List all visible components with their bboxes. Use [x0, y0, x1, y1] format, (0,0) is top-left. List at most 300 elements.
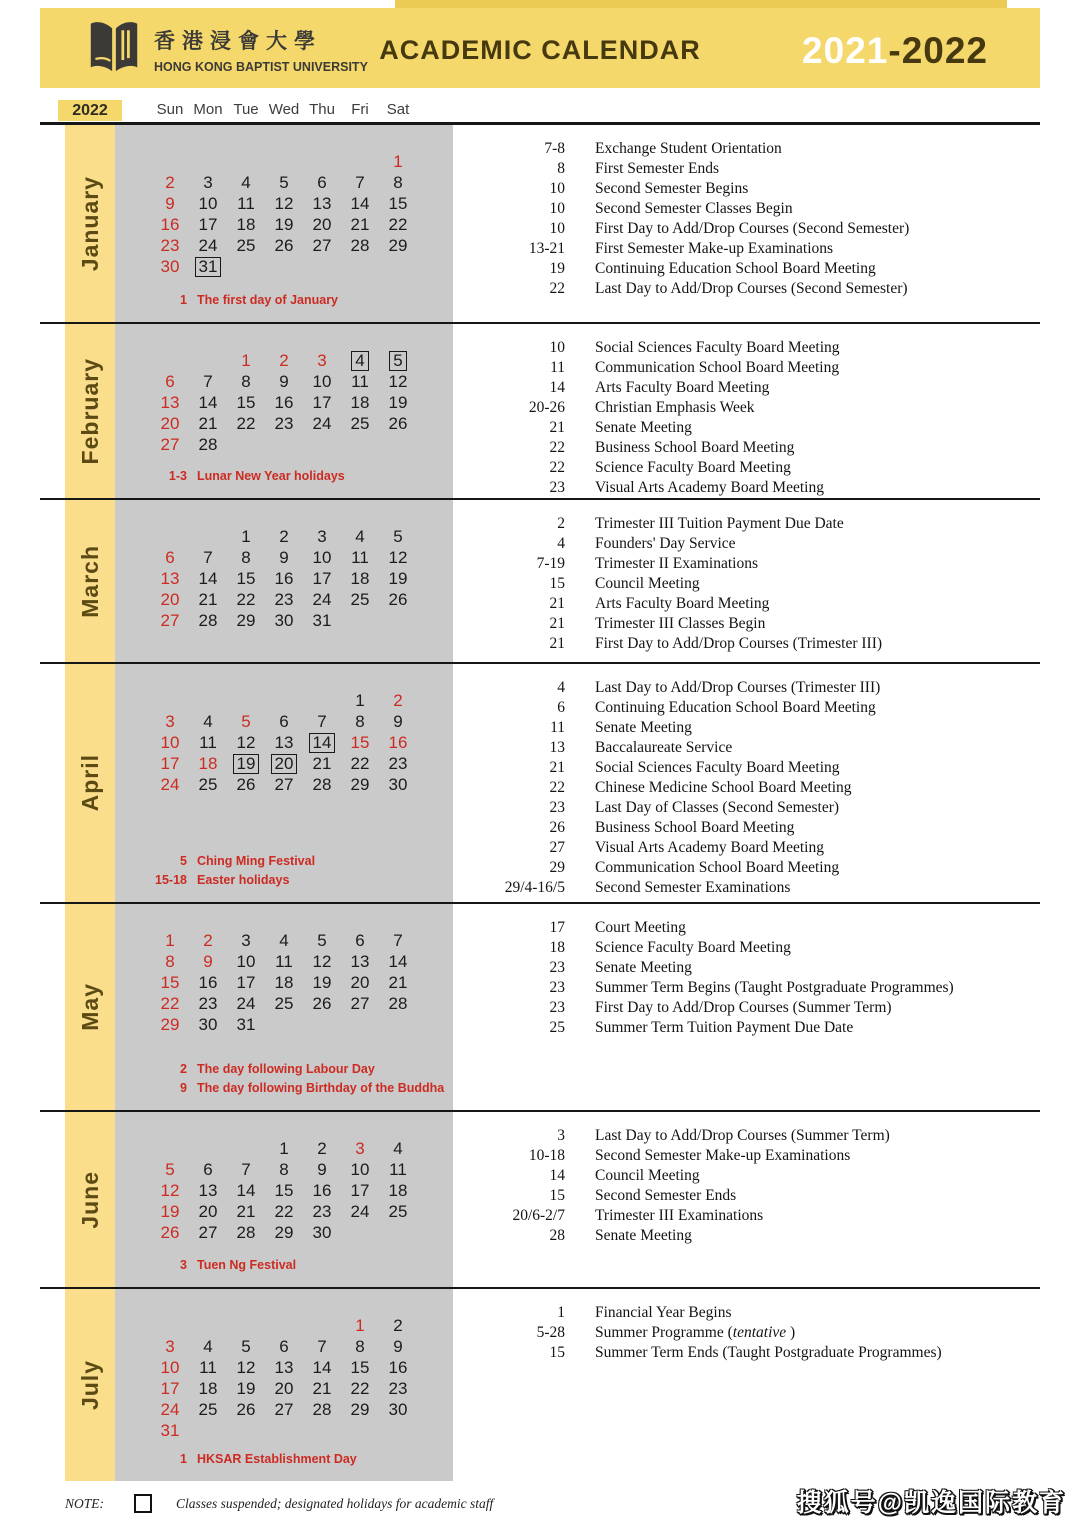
holiday-note-date: 2	[180, 1062, 187, 1076]
calendar-day: 26	[312, 993, 332, 1013]
calendar-day-empty	[379, 1420, 417, 1441]
month-events-list	[453, 664, 1040, 902]
event-date: 7-8	[544, 140, 565, 157]
calendar-day: 27	[274, 1399, 294, 1419]
event-date: 22	[549, 459, 565, 476]
holiday-notes	[115, 1450, 453, 1469]
calendar-day: 7	[355, 172, 365, 192]
calendar-day: 26	[388, 413, 408, 433]
event-description: Communication School Board Meeting	[595, 859, 840, 876]
event-description: Council Meeting	[595, 575, 700, 592]
event-date: 10	[549, 220, 565, 237]
holiday-note-date: 1	[180, 1452, 187, 1466]
calendar-day: 13	[312, 193, 332, 213]
event-description: Senate Meeting	[595, 719, 692, 736]
event-row	[483, 858, 1040, 878]
holiday-note-date: 9	[180, 1081, 187, 1095]
event-date: 21	[549, 759, 565, 776]
event-description: First Day to Add/Drop Courses (Second Semester)	[595, 220, 910, 237]
calendar-day: 14	[198, 392, 218, 412]
month-calendar-panel	[115, 324, 453, 498]
calendar-day: 16	[198, 972, 218, 992]
calendar-day: 17	[160, 1378, 180, 1398]
event-description: Summer Term Begins (Taught Postgraduate Programmes)	[595, 979, 954, 996]
month-events-list	[453, 904, 1040, 1110]
month-events-list	[453, 324, 1040, 498]
calendar-day-empty	[265, 1420, 303, 1441]
event-description: Communication School Board Meeting	[595, 359, 840, 376]
event-description: Summer Term Ends (Taught Postgraduate Programmes)	[595, 1344, 942, 1361]
month-section	[40, 904, 1040, 1112]
calendar-day-empty	[303, 1014, 341, 1035]
event-description: Second Semester Examinations	[595, 879, 791, 896]
event-description: Senate Meeting	[595, 1227, 692, 1244]
calendar-day: 17	[236, 972, 256, 992]
calendar-day: 2	[393, 690, 403, 710]
calendar-day: 13	[160, 568, 180, 588]
event-date: 23	[549, 999, 565, 1016]
month-tab	[65, 1289, 115, 1481]
calendar-day: 21	[236, 1201, 256, 1221]
event-date: 21	[549, 615, 565, 632]
calendar-day: 19	[227, 753, 265, 774]
event-date: 1	[557, 1304, 565, 1321]
month-name: May	[76, 983, 103, 1031]
event-date: 22	[549, 280, 565, 297]
calendar-day: 16	[388, 1357, 408, 1377]
calendar-day-empty	[227, 690, 265, 711]
calendar-day: 9	[279, 371, 289, 391]
calendar-day-empty	[189, 151, 227, 172]
calendar-day: 31	[312, 610, 332, 630]
event-description: Trimester III Classes Begin	[595, 615, 766, 632]
calendar-day: 22	[160, 993, 180, 1013]
date-grid	[151, 1138, 417, 1243]
calendar-day: 5	[279, 172, 289, 192]
calendar-day: 16	[160, 214, 180, 234]
calendar-day-empty	[341, 256, 379, 277]
month-section	[40, 1289, 1040, 1481]
calendar-day: 9	[203, 951, 213, 971]
holiday-note-text: Ching Ming Festival	[197, 854, 316, 868]
event-row	[483, 279, 1040, 299]
calendar-day: 31	[160, 1420, 180, 1440]
event-row	[483, 838, 1040, 858]
event-description: Second Semester Classes Begin	[595, 200, 793, 217]
calendar-day: 4	[393, 1138, 403, 1158]
event-date: 28	[549, 1227, 565, 1244]
calendar-day-empty	[227, 1420, 265, 1441]
holiday-note-date: 1	[180, 293, 187, 307]
calendar-day: 25	[274, 993, 294, 1013]
calendar-day-empty	[303, 690, 341, 711]
calendar-day: 3	[203, 172, 213, 192]
calendar-day: 9	[393, 711, 403, 731]
event-date: 5-28	[536, 1324, 565, 1341]
calendar-day: 19	[160, 1201, 180, 1221]
event-description: First Semester Make-up Examinations	[595, 240, 834, 257]
month-name: April	[76, 754, 103, 812]
calendar-day-empty	[151, 526, 189, 547]
note-text: Classes suspended; designated holidays for academic staff	[176, 1495, 494, 1511]
header-banner	[40, 8, 1040, 88]
calendar-day: 16	[312, 1180, 332, 1200]
calendar-day: 11	[275, 951, 293, 971]
event-row	[483, 1018, 1040, 1038]
calendar-day: 8	[279, 1159, 289, 1179]
calendar-day-empty	[379, 610, 417, 631]
event-row	[483, 358, 1040, 378]
calendar-day: 9	[393, 1336, 403, 1356]
event-date: 22	[549, 779, 565, 796]
event-date: 13-21	[528, 240, 565, 257]
calendar-day-empty	[227, 1315, 265, 1336]
calendar-day: 9	[279, 547, 289, 567]
calendar-day: 21	[312, 1378, 332, 1398]
calendar-day: 7	[317, 1336, 327, 1356]
calendar-day: 22	[350, 753, 370, 773]
calendar-day: 29	[350, 1399, 370, 1419]
date-grid	[151, 151, 417, 277]
calendar-day: 14	[350, 193, 370, 213]
calendar-day: 25	[236, 235, 256, 255]
calendar-day: 1	[279, 1138, 289, 1158]
event-row	[483, 1186, 1040, 1206]
event-description: Social Sciences Faculty Board Meeting	[595, 339, 840, 356]
calendar-day: 6	[203, 1159, 213, 1179]
calendar-day: 11	[351, 371, 369, 391]
holiday-note-text: The day following Birthday of the Buddha	[197, 1081, 445, 1095]
calendar-day: 29	[160, 1014, 180, 1034]
calendar-day: 29	[236, 610, 256, 630]
calendar-day: 18	[198, 1378, 218, 1398]
calendar-day: 2	[393, 1315, 403, 1335]
calendar-day-empty	[265, 151, 303, 172]
calendar-day-empty	[265, 690, 303, 711]
month-events-list	[453, 1112, 1040, 1287]
holiday-notes	[115, 852, 453, 890]
calendar-day: 10	[160, 1357, 180, 1377]
event-date: 10	[549, 200, 565, 217]
calendar-day: 27	[160, 434, 180, 454]
date-grid	[151, 690, 417, 795]
calendar-day: 20	[350, 972, 370, 992]
event-row	[483, 1343, 1040, 1363]
calendar-day-empty	[227, 1138, 265, 1159]
calendar-day-empty	[341, 610, 379, 631]
event-row	[483, 259, 1040, 279]
weekday-label: Wed	[268, 101, 300, 118]
calendar-day: 13	[160, 392, 180, 412]
calendar-day: 7	[393, 930, 403, 950]
calendar-day: 23	[388, 1378, 408, 1398]
calendar-day: 18	[274, 972, 294, 992]
calendar-day-empty	[189, 690, 227, 711]
calendar-day: 12	[274, 193, 294, 213]
calendar-day: 28	[388, 993, 408, 1013]
event-description: Financial Year Begins	[595, 1304, 732, 1321]
calendar-day: 12	[388, 371, 408, 391]
event-row	[483, 438, 1040, 458]
calendar-day-empty	[151, 1315, 189, 1336]
calendar-day: 8	[355, 1336, 365, 1356]
calendar-day: 12	[388, 547, 408, 567]
calendar-day-empty	[189, 526, 227, 547]
calendar-day-empty	[341, 1222, 379, 1243]
event-date: 7-19	[536, 555, 565, 572]
calendar-day: 8	[241, 371, 251, 391]
calendar-day: 1	[241, 526, 251, 546]
calendar-day: 2	[317, 1138, 327, 1158]
calendar-day-empty	[341, 1014, 379, 1035]
calendar-day: 8	[355, 711, 365, 731]
event-date: 22	[549, 439, 565, 456]
calendar-day: 4	[355, 526, 365, 546]
event-description: Second Semester Begins	[595, 180, 749, 197]
event-date: 21	[549, 595, 565, 612]
calendar-day: 14	[236, 1180, 256, 1200]
event-row	[483, 1146, 1040, 1166]
year-end: 2022	[901, 30, 988, 71]
event-row	[483, 878, 1040, 898]
month-calendar-panel	[115, 1112, 453, 1287]
calendar-day: 18	[350, 568, 370, 588]
calendar-day: 4	[203, 1336, 213, 1356]
event-date: 20/6-2/7	[512, 1207, 565, 1224]
holiday-note	[139, 467, 453, 486]
academic-year: 2021-2022	[802, 30, 988, 71]
month-name: January	[76, 175, 103, 272]
event-row	[483, 718, 1040, 738]
calendar-day: 19	[388, 392, 408, 412]
calendar-day: 22	[236, 413, 256, 433]
month-section	[40, 500, 1040, 664]
university-name-chinese: 香港浸會大學	[154, 30, 322, 53]
calendar-day: 27	[274, 774, 294, 794]
calendar-day: 21	[312, 753, 332, 773]
calendar-day: 2	[279, 526, 289, 546]
event-description: Chinese Medicine School Board Meeting	[595, 779, 852, 796]
event-description: Council Meeting	[595, 1167, 700, 1184]
calendar-day-empty	[341, 1420, 379, 1441]
date-grid	[151, 1315, 417, 1441]
calendar-day: 24	[312, 413, 332, 433]
event-description: Exchange Student Orientation	[595, 140, 782, 157]
calendar-day: 1	[165, 930, 175, 950]
calendar-day: 23	[274, 589, 294, 609]
calendar-day-empty	[341, 434, 379, 455]
calendar-day: 17	[160, 753, 180, 773]
calendar-day: 12	[160, 1180, 180, 1200]
calendar-day-empty	[303, 151, 341, 172]
event-description: Visual Arts Academy Board Meeting	[595, 479, 824, 496]
calendar-day: 22	[274, 1201, 294, 1221]
calendar-day: 28	[312, 1399, 332, 1419]
calendar-day: 25	[198, 774, 218, 794]
event-date: 23	[549, 959, 565, 976]
event-row	[483, 239, 1040, 259]
weekday-label: Thu	[309, 101, 335, 118]
month-tab	[65, 500, 115, 662]
event-date: 23	[549, 479, 565, 496]
event-date: 14	[549, 379, 565, 396]
month-events-list	[453, 500, 1040, 662]
weekday-label: Sun	[156, 101, 184, 118]
calendar-day: 24	[198, 235, 218, 255]
calendar-day: 14	[198, 568, 218, 588]
event-row	[483, 1303, 1040, 1323]
event-date: 23	[549, 979, 565, 996]
calendar-day: 2	[203, 930, 213, 950]
university-name-english: HONG KONG BAPTIST UNIVERSITY	[154, 60, 368, 74]
calendar-day: 30	[388, 774, 408, 794]
calendar-day: 5	[379, 350, 417, 371]
calendar-day: 15	[236, 392, 256, 412]
event-row	[483, 758, 1040, 778]
calendar-day: 10	[236, 951, 256, 971]
holiday-note-text: Lunar New Year holidays	[197, 469, 345, 483]
calendar-day: 5	[165, 1159, 175, 1179]
calendar-day: 20	[160, 413, 180, 433]
calendar-day-empty	[379, 1014, 417, 1035]
holiday-note-text: Tuen Ng Festival	[197, 1258, 297, 1272]
calendar-day: 18	[236, 214, 256, 234]
event-row	[483, 634, 1040, 654]
holiday-note-text: The day following Labour Day	[197, 1062, 375, 1076]
calendar-day: 11	[237, 193, 255, 213]
calendar-day-empty	[303, 434, 341, 455]
event-date: 4	[557, 679, 565, 696]
date-grid	[151, 350, 417, 455]
event-description: Last Day to Add/Drop Courses (Summer Term)	[595, 1127, 890, 1144]
footer-note	[65, 1494, 493, 1513]
calendar-day: 15	[160, 972, 180, 992]
calendar-day: 26	[388, 589, 408, 609]
holiday-note-date: 3	[180, 1258, 187, 1272]
event-description: Last Day to Add/Drop Courses (Trimester III)	[595, 679, 881, 696]
event-description: Court Meeting	[595, 919, 686, 936]
month-calendar-panel	[115, 125, 453, 322]
calendar-day: 27	[350, 993, 370, 1013]
event-row	[483, 378, 1040, 398]
event-description: Second Semester Ends	[595, 1187, 737, 1204]
event-row	[483, 159, 1040, 179]
event-description: Science Faculty Board Meeting	[595, 939, 791, 956]
calendar-day-empty	[265, 256, 303, 277]
calendar-day: 7	[203, 371, 213, 391]
event-row	[483, 698, 1040, 718]
event-row	[483, 1226, 1040, 1246]
calendar-day: 5	[393, 526, 403, 546]
event-description: Second Semester Make-up Examinations	[595, 1147, 851, 1164]
holiday-notes	[115, 291, 453, 310]
event-description: Science Faculty Board Meeting	[595, 459, 791, 476]
event-date: 29/4-16/5	[504, 879, 565, 896]
calendar-day: 18	[350, 392, 370, 412]
event-description: Senate Meeting	[595, 419, 692, 436]
months-list	[40, 125, 1040, 1481]
month-section	[40, 664, 1040, 904]
calendar-day: 25	[198, 1399, 218, 1419]
calendar-day: 20	[198, 1201, 218, 1221]
event-row	[483, 1166, 1040, 1186]
event-row	[483, 778, 1040, 798]
event-date: 6	[557, 699, 565, 716]
event-row	[483, 554, 1040, 574]
event-row	[483, 678, 1040, 698]
event-date: 10-18	[528, 1147, 565, 1164]
event-description: Trimester III Examinations	[595, 1207, 764, 1224]
calendar-day: 8	[393, 172, 403, 192]
holiday-note	[139, 1450, 453, 1469]
weekday-label: Fri	[351, 101, 369, 118]
event-date: 10	[549, 180, 565, 197]
event-description: Summer Programme (tentative )	[595, 1324, 796, 1341]
event-date: 21	[549, 419, 565, 436]
event-date: 13	[549, 739, 565, 756]
event-date: 2	[557, 515, 565, 532]
weekday-label: Tue	[233, 101, 259, 118]
calendar-day: 20	[274, 1378, 294, 1398]
calendar-day: 15	[388, 193, 408, 213]
calendar-day: 16	[388, 732, 408, 752]
calendar-day: 2	[279, 350, 289, 370]
event-date: 19	[549, 260, 565, 277]
holiday-note-date: 5	[180, 854, 187, 868]
event-date: 11	[550, 719, 565, 736]
month-tab	[65, 904, 115, 1110]
calendar-day: 7	[203, 547, 213, 567]
calendar-day: 24	[160, 1399, 180, 1419]
calendar-day: 20	[160, 589, 180, 609]
calendar-day: 21	[350, 214, 370, 234]
event-description: Christian Emphasis Week	[595, 399, 755, 416]
event-date: 21	[549, 635, 565, 652]
calendar-day-empty	[227, 256, 265, 277]
event-row	[483, 1323, 1040, 1343]
holiday-note-text: Easter holidays	[197, 873, 290, 887]
calendar-day: 23	[198, 993, 218, 1013]
holiday-note	[139, 871, 453, 890]
calendar-day: 16	[274, 568, 294, 588]
calendar-day: 7	[317, 711, 327, 731]
event-date: 23	[549, 799, 565, 816]
note-label: NOTE:	[65, 1495, 105, 1511]
calendar-day: 15	[274, 1180, 294, 1200]
event-date: 15	[549, 1187, 565, 1204]
holiday-notes	[115, 1060, 453, 1098]
event-row	[483, 918, 1040, 938]
month-calendar-panel	[115, 664, 453, 902]
calendar-day: 3	[317, 526, 327, 546]
event-description: First Day to Add/Drop Courses (Summer Term)	[595, 999, 892, 1016]
calendar-day: 29	[388, 235, 408, 255]
calendar-day: 13	[274, 1357, 294, 1377]
calendar-day: 12	[312, 951, 332, 971]
event-date: 4	[557, 535, 565, 552]
event-row	[483, 514, 1040, 534]
calendar-day: 21	[198, 413, 218, 433]
calendar-day: 14	[388, 951, 408, 971]
page-title: ACADEMIC CALENDAR	[379, 35, 701, 65]
calendar-day: 28	[350, 235, 370, 255]
calendar-day: 3	[241, 930, 251, 950]
calendar-day: 9	[165, 193, 175, 213]
event-row	[483, 938, 1040, 958]
calendar-day: 24	[160, 774, 180, 794]
event-date: 8	[557, 160, 565, 177]
calendar-day: 11	[199, 1357, 217, 1377]
